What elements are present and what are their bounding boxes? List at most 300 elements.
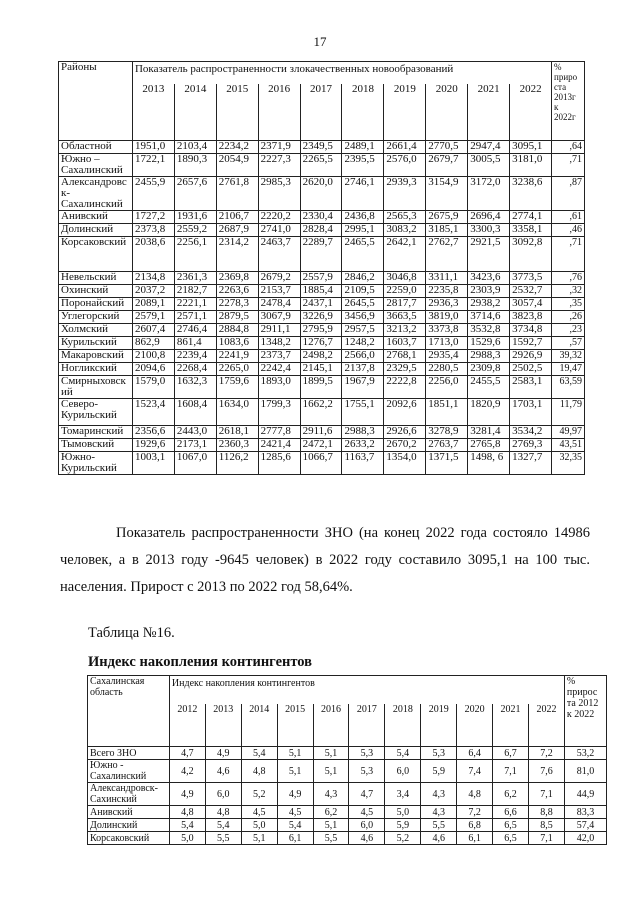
cell-value: 2566,0 [342, 350, 384, 363]
cell-value: 2235,8 [426, 285, 468, 298]
cell-value: 2265,5 [300, 154, 342, 177]
year-header: 2019 [421, 704, 457, 747]
accumulation-index-table [87, 675, 607, 845]
cell-value: 2369,8 [216, 272, 258, 285]
year-header: 2013 [205, 704, 241, 747]
cell-value: 3734,8 [510, 324, 552, 337]
cell-value: 6,4 [457, 747, 493, 760]
cell-value: 8,8 [528, 806, 564, 819]
paragraph-text: Показатель распространенности ЗНО (на конец 2022 года состояло 14986 человек, а в 2013 году -9645 человек) в 2022 году составило 3095,1 на 100 тыс. населения. Прирост с 2013 по 2022 год 58,64%. [60, 525, 590, 595]
cell-growth: 49,97 [552, 426, 585, 439]
cell-value: 1348,2 [258, 337, 300, 350]
cell-growth: 32,35 [552, 452, 585, 475]
cell-value: 2995,1 [342, 224, 384, 237]
cell-value: 2153,7 [258, 285, 300, 298]
cell-value: 1890,3 [174, 154, 216, 177]
cell-value: 2911,6 [300, 426, 342, 439]
table-row [59, 376, 585, 399]
cell-value: 1276,7 [300, 337, 342, 350]
row-name: Углегорский [59, 311, 133, 324]
cell-value: 1713,0 [426, 337, 468, 350]
table-row [59, 298, 585, 311]
cell-growth: 81,0 [564, 760, 606, 783]
cell-value: 5,9 [421, 760, 457, 783]
cell-value: 4,8 [205, 806, 241, 819]
cell-value: 4,8 [457, 783, 493, 806]
table-row [59, 285, 585, 298]
table-label: Таблица №16. [88, 625, 175, 641]
cell-value: 1126,2 [216, 452, 258, 475]
cell-value: 2239,4 [174, 350, 216, 363]
cell-value: 5,9 [385, 819, 421, 832]
year-header: 2015 [216, 84, 258, 141]
cell-value: 1851,1 [426, 399, 468, 426]
cell-value: 5,5 [313, 832, 349, 845]
cell-value: 1608,4 [174, 399, 216, 426]
cell-value: 3185,1 [426, 224, 468, 237]
cell-value: 2957,5 [342, 324, 384, 337]
year-header: 2014 [174, 84, 216, 141]
cell-value: 2746,1 [342, 177, 384, 211]
cell-value: 2947,4 [468, 141, 510, 154]
cell-value: 3823,8 [510, 311, 552, 324]
cell-value: 2988,3 [468, 350, 510, 363]
table-row [59, 141, 585, 154]
cell-value: 2054,9 [216, 154, 258, 177]
cell-value: 1931,6 [174, 211, 216, 224]
table-row [59, 311, 585, 324]
cell-value: 4,3 [421, 806, 457, 819]
year-header: 2016 [258, 84, 300, 141]
cell-value: 3819,0 [426, 311, 468, 324]
cell-growth: ,76 [552, 272, 585, 285]
cell-value: 4,9 [205, 747, 241, 760]
cell-value: 6,0 [385, 760, 421, 783]
cell-value: 5,5 [205, 832, 241, 845]
row-name: Южно- Курильский [59, 452, 133, 475]
cell-value: 2242,4 [258, 363, 300, 376]
cell-value: 2879,5 [216, 311, 258, 324]
row-name: Ногликский [59, 363, 133, 376]
cell-value: 5,4 [385, 747, 421, 760]
cell-value: 7,2 [457, 806, 493, 819]
cell-value: 5,0 [385, 806, 421, 819]
cell-value: 4,2 [169, 760, 205, 783]
cell-value: 1722,1 [132, 154, 174, 177]
table-row [59, 426, 585, 439]
cell-value: 2100,8 [132, 350, 174, 363]
cell-value: 1899,5 [300, 376, 342, 399]
cell-value: 2985,3 [258, 177, 300, 211]
cell-value: 3083,2 [384, 224, 426, 237]
cell-value: 1759,6 [216, 376, 258, 399]
table-row [88, 806, 607, 819]
cell-growth: ,57 [552, 337, 585, 350]
cell-value: 5,1 [241, 832, 277, 845]
cell-value: 2557,9 [300, 272, 342, 285]
cell-growth: ,61 [552, 211, 585, 224]
table-row [88, 747, 607, 760]
cell-value: 6,5 [493, 832, 529, 845]
row-name: Охинский [59, 285, 133, 298]
cell-value: 3095,1 [510, 141, 552, 154]
cell-value: 7,6 [528, 760, 564, 783]
cell-value: 2134,8 [132, 272, 174, 285]
cell-value: 4,5 [241, 806, 277, 819]
cell-value: 2371,9 [258, 141, 300, 154]
cell-value: 1662,2 [300, 399, 342, 426]
cell-value: 1893,0 [258, 376, 300, 399]
cell-value: 2489,1 [342, 141, 384, 154]
cell-value: 3456,9 [342, 311, 384, 324]
cell-value: 3714,6 [468, 311, 510, 324]
cell-value: 2222,8 [384, 376, 426, 399]
cell-value: 2633,2 [342, 439, 384, 452]
cell-value: 2395,5 [342, 154, 384, 177]
cell-value: 6,2 [493, 783, 529, 806]
cell-value: 2762,7 [426, 237, 468, 272]
cell-value: 5,1 [313, 819, 349, 832]
cell-value: 4,3 [421, 783, 457, 806]
cell-value: 6,7 [493, 747, 529, 760]
cell-value: 1529,6 [468, 337, 510, 350]
cell-growth: ,71 [552, 237, 585, 272]
cell-value: 1885,4 [300, 285, 342, 298]
cell-value: 3773,5 [510, 272, 552, 285]
table-title: Индекс накопления контингентов [88, 654, 313, 670]
cell-value: 2303,9 [468, 285, 510, 298]
cell-value: 2259,0 [384, 285, 426, 298]
cell-growth: 43,51 [552, 439, 585, 452]
row-name: Макаровский [59, 350, 133, 363]
cell-value: 2455,5 [468, 376, 510, 399]
cell-value: 6,1 [457, 832, 493, 845]
cell-value: 2687,9 [216, 224, 258, 237]
cell-value: 1163,7 [342, 452, 384, 475]
cell-value: 2220,2 [258, 211, 300, 224]
cell-growth: ,23 [552, 324, 585, 337]
cell-value: 2565,3 [384, 211, 426, 224]
cell-value: 3046,8 [384, 272, 426, 285]
year-header: 2020 [426, 84, 468, 141]
cell-growth: 39,32 [552, 350, 585, 363]
year-header: 2017 [300, 84, 342, 141]
header-indicator: Показатель распространенности злокачественных новообразований [132, 62, 551, 85]
cell-value: 2657,6 [174, 177, 216, 211]
cell-value: 2938,2 [468, 298, 510, 311]
cell-value: 2360,3 [216, 439, 258, 452]
cell-value: 2571,1 [174, 311, 216, 324]
cell-value: 1083,6 [216, 337, 258, 350]
row-name: Корсаковский [88, 832, 170, 845]
row-name: Южно - Сахалинский [88, 760, 170, 783]
table-row [59, 224, 585, 237]
cell-value: 2421,4 [258, 439, 300, 452]
cell-value: 2278,3 [216, 298, 258, 311]
cell-value: 2478,4 [258, 298, 300, 311]
cell-value: 2939,3 [384, 177, 426, 211]
row-name: Долинский [88, 819, 170, 832]
cell-value: 3092,8 [510, 237, 552, 272]
cell-value: 2769,3 [510, 439, 552, 452]
cell-growth: 42,0 [564, 832, 606, 845]
table-row [59, 211, 585, 224]
row-name: Анивский [59, 211, 133, 224]
cell-value: 2280,5 [426, 363, 468, 376]
cell-value: 2498,2 [300, 350, 342, 363]
cell-value: 3067,9 [258, 311, 300, 324]
cell-value: 2256,0 [426, 376, 468, 399]
header-growth: % прирос та 2012 к 2022 [564, 676, 606, 747]
cell-value: 2642,1 [384, 237, 426, 272]
cell-value: 3005,5 [468, 154, 510, 177]
cell-value: 4,6 [205, 760, 241, 783]
cell-value: 4,9 [169, 783, 205, 806]
cell-value: 2329,5 [384, 363, 426, 376]
row-name: Северо- Курильский [59, 399, 133, 426]
cell-value: 2579,1 [132, 311, 174, 324]
cell-value: 8,5 [528, 819, 564, 832]
cell-value: 5,0 [241, 819, 277, 832]
cell-value: 2936,3 [426, 298, 468, 311]
row-name: Поронайский [59, 298, 133, 311]
cell-value: 2137,8 [342, 363, 384, 376]
cell-value: 2465,5 [342, 237, 384, 272]
year-header: 2020 [457, 704, 493, 747]
table-header-row [88, 676, 607, 705]
cell-value: 2502,5 [510, 363, 552, 376]
cell-value: 1285,6 [258, 452, 300, 475]
row-name: Долинский [59, 224, 133, 237]
year-header: 2021 [468, 84, 510, 141]
cell-value: 3226,9 [300, 311, 342, 324]
cell-growth: 53,2 [564, 747, 606, 760]
cell-value: 6,0 [349, 819, 385, 832]
cell-value: 7,4 [457, 760, 493, 783]
cell-value: 2173,1 [174, 439, 216, 452]
cell-value: 2268,4 [174, 363, 216, 376]
cell-value: 3281,4 [468, 426, 510, 439]
cell-value: 2472,1 [300, 439, 342, 452]
cell-value: 2309,8 [468, 363, 510, 376]
cell-value: 2109,5 [342, 285, 384, 298]
cell-value: 5,4 [169, 819, 205, 832]
cell-value: 3358,1 [510, 224, 552, 237]
row-name: Анивский [88, 806, 170, 819]
row-name: Курильский [59, 337, 133, 350]
table-header-row [59, 62, 585, 85]
cell-value: 6,6 [493, 806, 529, 819]
cell-value: 3,4 [385, 783, 421, 806]
cell-value: 1603,7 [384, 337, 426, 350]
row-name: Областной [59, 141, 133, 154]
cell-value: 2106,7 [216, 211, 258, 224]
cell-value: 3057,4 [510, 298, 552, 311]
cell-value: 2675,9 [426, 211, 468, 224]
cell-value: 2092,6 [384, 399, 426, 426]
cell-value: 3278,9 [426, 426, 468, 439]
cell-value: 1592,7 [510, 337, 552, 350]
years-row [59, 84, 585, 141]
cell-value: 1327,7 [510, 452, 552, 475]
cell-value: 1371,5 [426, 452, 468, 475]
table-row [59, 363, 585, 376]
cell-value: 1951,0 [132, 141, 174, 154]
cell-value: 2182,7 [174, 285, 216, 298]
cell-value: 2089,1 [132, 298, 174, 311]
cell-value: 2774,1 [510, 211, 552, 224]
cell-value: 2349,5 [300, 141, 342, 154]
cell-value: 2437,1 [300, 298, 342, 311]
year-header: 2022 [528, 704, 564, 747]
cell-value: 2926,9 [510, 350, 552, 363]
row-name: Александровс к-Сахалинский [59, 177, 133, 211]
cell-value: 1727,2 [132, 211, 174, 224]
row-name: Томаринский [59, 426, 133, 439]
cell-value: 3311,1 [426, 272, 468, 285]
header-region: Районы [59, 62, 133, 141]
cell-value: 862,9 [132, 337, 174, 350]
cell-value: 2620,0 [300, 177, 342, 211]
prevalence-table [58, 61, 585, 475]
cell-value: 2795,9 [300, 324, 342, 337]
year-header: 2018 [342, 84, 384, 141]
cell-value: 2679,7 [426, 154, 468, 177]
cell-value: 7,2 [528, 747, 564, 760]
table-row [88, 760, 607, 783]
year-header: 2015 [277, 704, 313, 747]
cell-value: 3534,2 [510, 426, 552, 439]
cell-growth: 44,9 [564, 783, 606, 806]
cell-growth: ,46 [552, 224, 585, 237]
table-row [59, 337, 585, 350]
cell-growth: 83,3 [564, 806, 606, 819]
cell-value: 6,0 [205, 783, 241, 806]
cell-value: 5,2 [241, 783, 277, 806]
year-header: 2013 [132, 84, 174, 141]
cell-value: 2846,2 [342, 272, 384, 285]
cell-value: 2265,0 [216, 363, 258, 376]
cell-value: 2935,4 [426, 350, 468, 363]
cell-value: 2911,1 [258, 324, 300, 337]
cell-value: 1067,0 [174, 452, 216, 475]
cell-growth: ,71 [552, 154, 585, 177]
cell-value: 2221,1 [174, 298, 216, 311]
table-row [59, 177, 585, 211]
cell-value: 3532,8 [468, 324, 510, 337]
cell-value: 2670,2 [384, 439, 426, 452]
header-growth: % приро ста 2013г к 2022г [552, 62, 585, 141]
cell-value: 5,1 [313, 760, 349, 783]
cell-value: 7,1 [528, 783, 564, 806]
header-indicator: Индекс накопления контингентов [169, 676, 564, 705]
cell-value: 1929,6 [132, 439, 174, 452]
table-row [59, 324, 585, 337]
cell-value: 2696,4 [468, 211, 510, 224]
cell-value: 2768,1 [384, 350, 426, 363]
cell-value: 1632,3 [174, 376, 216, 399]
cell-value: 1248,2 [342, 337, 384, 350]
cell-value: 3663,5 [384, 311, 426, 324]
cell-value: 5,4 [241, 747, 277, 760]
cell-value: 1498, 6 [468, 452, 510, 475]
year-header: 2012 [169, 704, 205, 747]
cell-value: 2227,3 [258, 154, 300, 177]
cell-value: 2741,0 [258, 224, 300, 237]
cell-value: 861,4 [174, 337, 216, 350]
cell-value: 2037,2 [132, 285, 174, 298]
cell-value: 6,5 [493, 819, 529, 832]
cell-value: 4,9 [277, 783, 313, 806]
cell-value: 5,3 [349, 747, 385, 760]
cell-value: 2765,8 [468, 439, 510, 452]
cell-growth: ,35 [552, 298, 585, 311]
cell-value: 1003,1 [132, 452, 174, 475]
table-row [59, 439, 585, 452]
cell-value: 2373,7 [258, 350, 300, 363]
cell-value: 7,1 [528, 832, 564, 845]
cell-value: 2884,8 [216, 324, 258, 337]
table-row [88, 819, 607, 832]
cell-value: 3423,6 [468, 272, 510, 285]
cell-value: 5,3 [421, 747, 457, 760]
table-row [59, 350, 585, 363]
cell-value: 5,2 [385, 832, 421, 845]
cell-value: 2330,4 [300, 211, 342, 224]
cell-value: 5,0 [169, 832, 205, 845]
cell-value: 1634,0 [216, 399, 258, 426]
cell-value: 2455,9 [132, 177, 174, 211]
cell-value: 5,1 [313, 747, 349, 760]
cell-value: 4,6 [349, 832, 385, 845]
cell-value: 1820,9 [468, 399, 510, 426]
cell-value: 2988,3 [342, 426, 384, 439]
cell-value: 1579,0 [132, 376, 174, 399]
cell-value: 2373,8 [132, 224, 174, 237]
cell-value: 4,6 [421, 832, 457, 845]
row-name: Южно – Сахалинский [59, 154, 133, 177]
cell-value: 2559,2 [174, 224, 216, 237]
cell-value: 2436,8 [342, 211, 384, 224]
table-row [88, 832, 607, 845]
cell-value: 2645,5 [342, 298, 384, 311]
year-header: 2022 [510, 84, 552, 141]
cell-growth: 11,79 [552, 399, 585, 426]
year-header: 2016 [313, 704, 349, 747]
year-header: 2014 [241, 704, 277, 747]
cell-value: 2770,5 [426, 141, 468, 154]
cell-value: 1755,1 [342, 399, 384, 426]
table-row [88, 783, 607, 806]
row-name: Тымовский [59, 439, 133, 452]
cell-value: 2921,5 [468, 237, 510, 272]
cell-value: 4,5 [277, 806, 313, 819]
cell-value: 3238,6 [510, 177, 552, 211]
cell-value: 3181,0 [510, 154, 552, 177]
cell-value: 3213,2 [384, 324, 426, 337]
cell-value: 5,3 [349, 760, 385, 783]
year-header: 2019 [384, 84, 426, 141]
row-name: Всего ЗНО [88, 747, 170, 760]
year-header: 2017 [349, 704, 385, 747]
row-name: Холмский [59, 324, 133, 337]
cell-value: 4,7 [169, 747, 205, 760]
cell-value: 2926,6 [384, 426, 426, 439]
cell-value: 3300,3 [468, 224, 510, 237]
table-row [59, 272, 585, 285]
cell-growth: ,64 [552, 141, 585, 154]
cell-value: 1967,9 [342, 376, 384, 399]
